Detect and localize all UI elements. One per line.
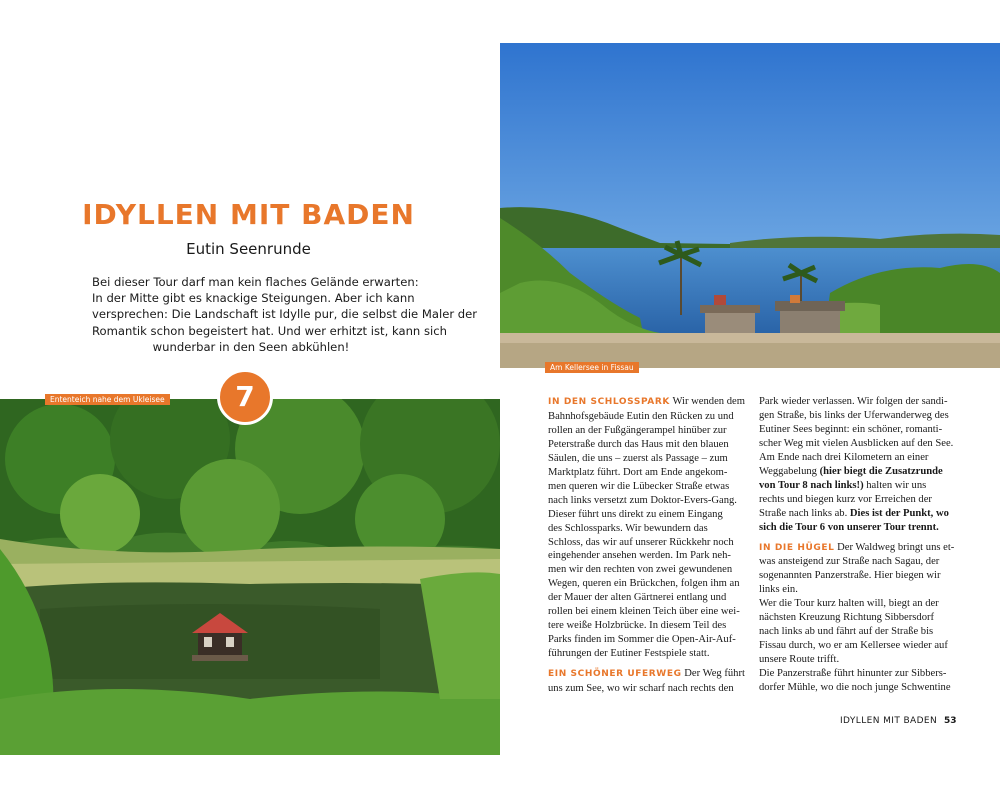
chapter-title: IDYLLEN MIT BADEN — [82, 198, 415, 231]
body-text: men wir den rechten von zwei gewundenen — [548, 564, 733, 576]
photo-caption: Ententeich nahe dem Ukleisee — [45, 394, 170, 405]
tour-number-badge: 7 — [217, 369, 273, 425]
intro-line: versprechen: Die Landschaft ist Idylle pur, die selbst die Maler der — [92, 307, 478, 322]
body-text: Schloss, das wir auf unserer Rückkehr noch — [548, 536, 734, 548]
text-line — [548, 563, 744, 577]
body-text: Am Ende nach drei Kilometern an einer — [759, 451, 929, 463]
text-line — [548, 647, 744, 661]
body-text: sogenannten Panzerstraße. Hier biegen wir — [759, 570, 941, 582]
body-text: des Schlossparks. Wir bewundern das — [548, 522, 708, 534]
text-line — [759, 507, 959, 521]
body-text: nach links versetzt zum Doktor-Evers-Gang. — [548, 494, 737, 506]
section-heading: IN DIE HÜGEL — [759, 542, 835, 553]
text-line — [548, 522, 744, 536]
body-text: Bahnhofsgebäude Eutin den Rücken zu und — [548, 410, 734, 422]
text-line — [759, 667, 959, 681]
text-line — [548, 508, 744, 522]
body-text: Fissau durch, wo er am Kellersee wieder auf — [759, 640, 948, 652]
text-line — [548, 591, 744, 605]
text-line — [548, 577, 744, 591]
body-column-left — [548, 395, 744, 696]
text-line — [548, 605, 744, 619]
body-text: Dieser führt uns direkt zu einem Eingang — [548, 508, 723, 520]
body-text: Säulen, die uns – zuerst als Passage – zum — [548, 452, 728, 464]
body-text: Marktplatz führt. Dort am Ende angekom- — [548, 466, 728, 478]
body-text: links ein. — [759, 584, 798, 596]
bold-text: sich die Tour 6 von unserer Tour trennt. — [759, 521, 939, 533]
body-text: Wegen, queren ein Brückchen, folgen ihm an — [548, 578, 740, 590]
section-heading: IN DEN SCHLOSSPARK — [548, 397, 670, 407]
text-line — [759, 521, 959, 535]
body-text: Wer die Tour kurz halten will, biegt an der — [759, 598, 939, 610]
text-line — [759, 611, 959, 625]
body-text: Straße nach links ab. — [759, 507, 850, 519]
pond-photo — [0, 399, 500, 755]
intro-line: Romantik schon begeistert hat. Und wer erhitzt ist, kann sich — [92, 323, 447, 338]
body-text: Wir wenden dem — [669, 396, 745, 407]
body-text: unsere Route trifft. — [759, 654, 840, 666]
body-text: halten wir uns — [863, 479, 927, 491]
bold-text: Dies ist der Punkt, wo — [849, 507, 949, 519]
bold-text: von Tour 8 nach links!) — [759, 479, 864, 491]
text-line — [759, 583, 959, 597]
text-line — [548, 466, 744, 480]
body-text: dorfer Mühle, wo die noch junge Schwentine — [759, 682, 951, 694]
chapter-subtitle: Eutin Seenrunde — [186, 240, 311, 258]
body-text: scher Weg mit vielen Ausblicken auf den See. — [759, 437, 954, 449]
body-text: Park wieder verlassen. Wir folgen der sandi- — [759, 396, 948, 407]
text-line — [759, 423, 959, 437]
text-line — [548, 410, 744, 424]
text-line — [759, 465, 959, 479]
text-line — [548, 438, 744, 452]
text-line — [548, 667, 744, 682]
text-line — [759, 597, 959, 611]
lake-photo — [500, 43, 1000, 368]
text-line — [548, 452, 744, 466]
text-line — [548, 395, 744, 410]
text-line — [759, 681, 959, 695]
text-line — [759, 653, 959, 667]
body-text: nächsten Kreuzung Richtung Sibbersdorf — [759, 612, 935, 624]
intro-line: Bei dieser Tour darf man kein flaches Gelände erwarten: — [92, 275, 419, 289]
intro-paragraph — [92, 274, 478, 355]
intro-line: wunderbar in den Seen abkühlen! — [152, 339, 350, 354]
body-text: uns zum See, wo wir scharf nach rechts den — [548, 683, 734, 695]
text-line — [548, 682, 744, 696]
text-line — [759, 493, 959, 507]
body-text: eingehender ansehen werden. Im Park neh- — [548, 550, 731, 562]
intro-line: In der Mitte gibt es knackige Steigungen. Aber ich kann — [92, 291, 415, 306]
body-text: gen Straße, bis links der Uferwanderweg des — [759, 409, 949, 421]
running-footer-title: IDYLLEN MIT BADEN — [840, 716, 938, 726]
text-line — [759, 479, 959, 493]
body-text: Eutiner Sees beginnt: ein schöner, romanti- — [759, 423, 943, 435]
body-text: Der Waldweg bringt uns et- — [834, 541, 955, 553]
body-text: Parks finden im Sommer die Open-Air-Auf- — [548, 634, 736, 646]
text-line — [759, 451, 959, 465]
body-text: was ansteigend zur Straße nach Sagau, der — [759, 556, 940, 568]
text-line — [548, 480, 744, 494]
body-text: rechts und biegen kurz vor Erreichen der — [759, 493, 932, 505]
body-text: Der Weg führt — [681, 668, 745, 680]
body-column-right — [759, 395, 959, 695]
bold-text: (hier biegt die Zusatzrunde — [819, 465, 943, 477]
body-text: Die Panzerstraße führt hinunter zur Sibbers- — [759, 668, 947, 680]
body-text: nach links ab und fährt auf der Straße bis — [759, 626, 934, 638]
body-text: Peterstraße durch das Haus mit den blauen — [548, 438, 729, 450]
body-text: men queren wir die Lübecker Straße etwas — [548, 480, 730, 492]
body-text: führungen der Eutiner Festspiele statt. — [548, 648, 710, 660]
text-line — [759, 639, 959, 653]
body-text: rollen an der Fußgängerampel hinüber zur — [548, 424, 727, 436]
page-number: 53 — [944, 716, 957, 726]
text-line — [759, 409, 959, 423]
text-line — [548, 536, 744, 550]
text-line — [759, 541, 959, 556]
body-text: Weggabelung — [759, 465, 820, 477]
section-heading: EIN SCHÖNER UFERWEG — [548, 669, 682, 680]
body-text: rollen bei einem kleinen Teich über eine wei- — [548, 606, 740, 618]
text-line — [548, 633, 744, 647]
text-line — [548, 494, 744, 508]
photo-caption: Am Kellersee in Fissau — [545, 362, 639, 373]
text-line — [759, 555, 959, 569]
text-line — [548, 549, 744, 563]
text-line — [759, 395, 959, 409]
text-line — [759, 437, 959, 451]
text-line — [548, 424, 744, 438]
body-text: tere weiße Holzbrücke. In diesem Teil des — [548, 620, 727, 632]
text-line — [759, 625, 959, 639]
body-text: der Mauer der alten Gärtnerei entlang und — [548, 592, 727, 604]
text-line — [548, 619, 744, 633]
text-line — [759, 569, 959, 583]
